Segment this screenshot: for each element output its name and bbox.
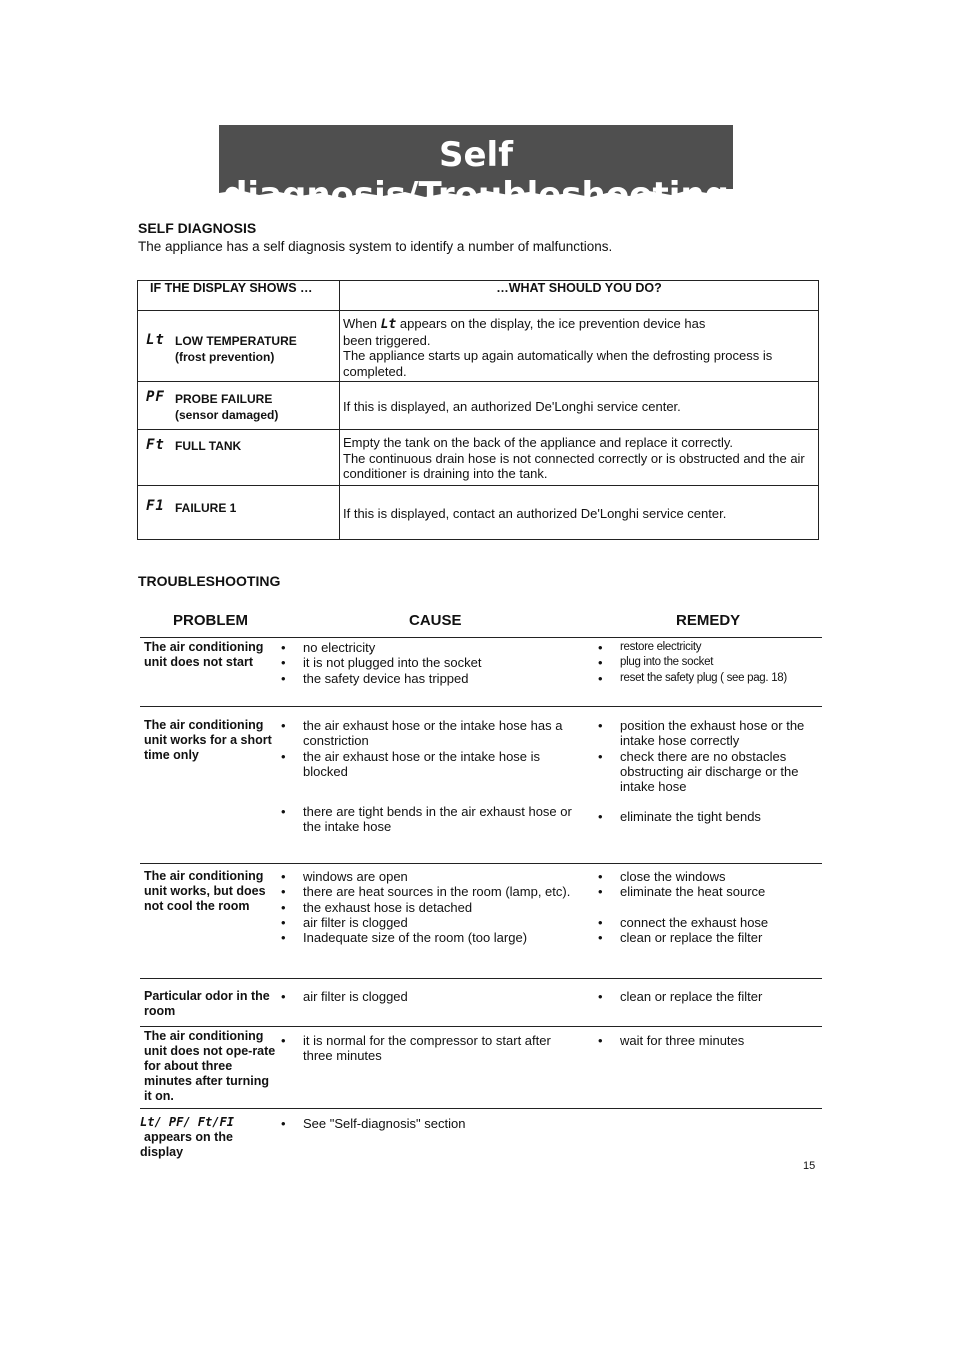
display-code: Lt xyxy=(146,332,165,348)
remedy-item: • eliminate the heat source xyxy=(598,884,818,899)
cause-list xyxy=(281,989,583,1004)
remedy-item: • plug into the socket xyxy=(598,655,818,670)
column-header-problem: PROBLEM xyxy=(173,612,248,629)
cause-list xyxy=(281,640,583,686)
code-cell xyxy=(138,430,340,486)
self-diagnosis-heading: SELF DIAGNOSIS xyxy=(138,220,257,236)
remedy-list xyxy=(598,718,818,794)
remedy-list xyxy=(598,1033,818,1048)
problem-text: The air conditioning unit works for a short time only xyxy=(144,718,272,762)
problem-text: Particular odor in the room xyxy=(144,989,270,1018)
row-divider xyxy=(140,863,822,864)
table-header-row xyxy=(138,281,819,311)
remedy-item: • wait for three minutes xyxy=(598,1033,818,1048)
row-divider xyxy=(140,1108,822,1109)
cause-item: • air filter is clogged xyxy=(281,915,583,930)
cause-list xyxy=(281,1033,583,1064)
code-cell xyxy=(138,382,340,430)
row-divider xyxy=(140,706,822,707)
remedy-item: • close the windows xyxy=(598,869,818,884)
cause-item: • the air exhaust hose or the intake hose has a constriction xyxy=(281,718,583,749)
cause-item: • windows are open xyxy=(281,869,583,884)
cause-item: • See "Self-diagnosis" section xyxy=(281,1116,583,1131)
cause-list xyxy=(281,1116,583,1131)
problem-text: The air conditioning unit works, but does not cool the room xyxy=(144,869,266,913)
cause-item: • the air exhaust hose or the intake hose is blocked xyxy=(281,749,583,780)
table-row xyxy=(138,382,819,430)
cause-item: • the safety device has tripped xyxy=(281,671,583,686)
display-code: PF xyxy=(146,389,165,405)
code-label: LOW TEMPERATURE (frost prevention) xyxy=(175,334,297,364)
remedy-item: • connect the exhaust hose xyxy=(598,915,818,930)
problem-text: The air conditioning unit does not ope-rate for about three minutes after turning it on. xyxy=(144,1029,276,1103)
remedy-item: • restore electricity xyxy=(598,640,818,655)
column-header-remedy: REMEDY xyxy=(676,612,741,629)
cause-item: • there are tight bends in the air exhaust hose or the intake hose xyxy=(281,804,583,835)
table-row xyxy=(138,486,819,540)
remedy-item: • clean or replace the filter xyxy=(598,989,818,1004)
remedy-list xyxy=(598,989,818,1004)
page-number: 15 xyxy=(803,1160,816,1172)
cause-item: • there are heat sources in the room (lamp, etc). xyxy=(281,884,583,899)
cause-item: • air filter is clogged xyxy=(281,989,583,1004)
troubleshooting-heading: TROUBLESHOOTING xyxy=(138,573,281,589)
remedy-item: • eliminate the tight bends xyxy=(598,809,818,824)
remedy-list xyxy=(598,640,818,686)
remedy-list xyxy=(598,915,818,946)
code-label: PROBE FAILURE (sensor damaged) xyxy=(175,392,279,422)
remedy-list xyxy=(598,809,818,824)
code-cell xyxy=(138,486,340,540)
code-label: FULL TANK xyxy=(175,439,242,453)
code-cell xyxy=(138,311,340,382)
remedy-cell: If this is displayed, contact an authorized De'Longhi service center. xyxy=(340,486,819,540)
cause-item: • it is not plugged into the socket xyxy=(281,655,583,670)
remedy-cell: Empty the tank on the back of the appliance and replace it correctly. The continuous drain hose is not connected correctly or is obstructed and the air conditioner is draining into the tank. xyxy=(340,430,819,486)
display-codes: Lt/ PF/ Ft/FI xyxy=(140,1115,234,1129)
table-row xyxy=(138,311,819,382)
header-what-to-do: …WHAT SHOULD YOU DO? xyxy=(340,281,819,311)
code-label: FAILURE 1 xyxy=(175,501,237,515)
cause-item: • Inadequate size of the room (too large) xyxy=(281,930,583,945)
cause-item: • it is normal for the compressor to start after three minutes xyxy=(281,1033,583,1064)
remedy-list xyxy=(598,869,818,900)
header-display-shows: IF THE DISPLAY SHOWS … xyxy=(138,281,340,311)
cause-list xyxy=(281,718,583,779)
display-code: Ft xyxy=(146,437,165,453)
remedy-item: • check there are no obstacles obstructing air discharge or the intake hose xyxy=(598,749,818,795)
remedy-item: • clean or replace the filter xyxy=(598,930,818,945)
cause-list xyxy=(281,869,583,945)
row-divider xyxy=(140,978,822,979)
display-code: Lt xyxy=(380,317,397,332)
row-divider xyxy=(140,637,822,638)
remedy-item: • reset the safety plug ( see pag. 18) xyxy=(598,671,818,686)
problem-text: The air conditioning unit does not start xyxy=(144,640,264,669)
remedy-cell: When Lt appears on the display, the ice prevention device has been triggered. The appliance starts up again automatically when the defrosting process is completed. xyxy=(340,311,819,382)
column-header-cause: CAUSE xyxy=(409,612,462,629)
display-code: F1 xyxy=(146,498,165,514)
cause-item: • no electricity xyxy=(281,640,583,655)
title-banner xyxy=(219,125,733,215)
remedy-item: • position the exhaust hose or the intake hose correctly xyxy=(598,718,818,749)
row-divider xyxy=(140,1026,822,1027)
self-diagnosis-table xyxy=(137,280,819,540)
problem-text: Lt/ PF/ Ft/FI appears on the display xyxy=(140,1115,234,1159)
self-diagnosis-intro: The appliance has a self diagnosis system to identify a number of malfunctions. xyxy=(138,239,613,254)
cause-item: • the exhaust hose is detached xyxy=(281,900,583,915)
cause-list xyxy=(281,804,583,835)
page-title: Self diagnosis/Troubleshooting xyxy=(223,135,729,215)
table-row xyxy=(138,430,819,486)
remedy-cell: If this is displayed, an authorized De'Longhi service center. xyxy=(340,382,819,430)
